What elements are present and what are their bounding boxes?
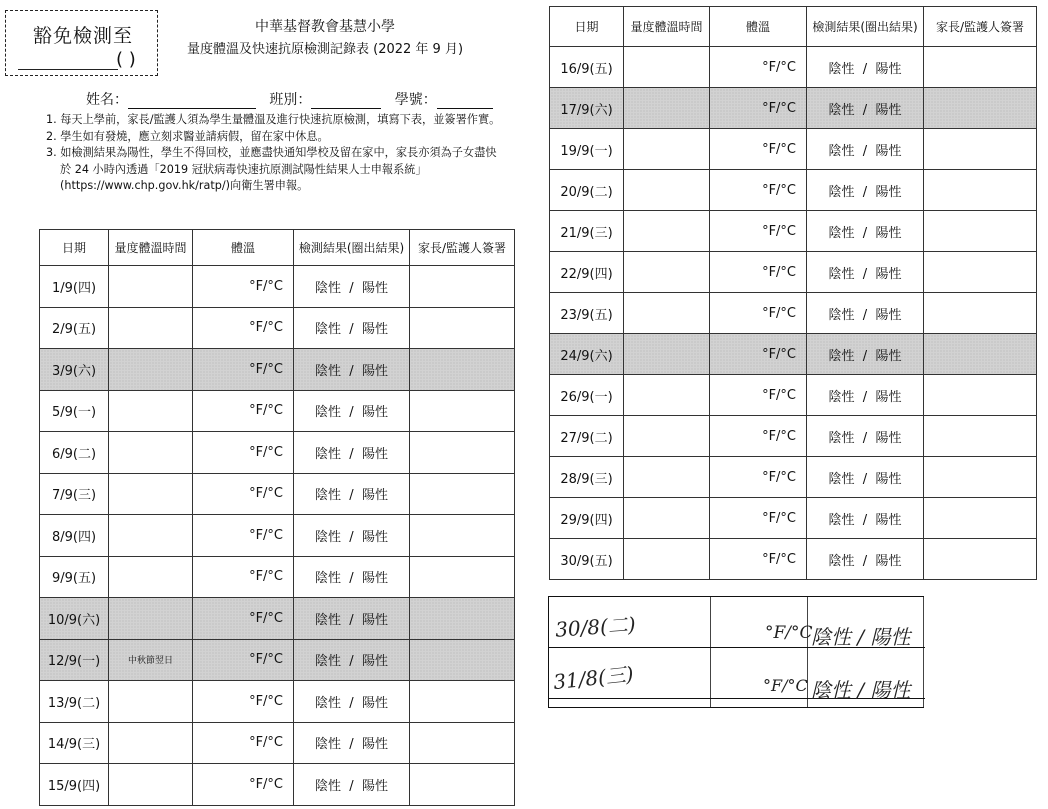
positive-option[interactable]: 陽性 — [875, 143, 902, 159]
record-row — [40, 556, 515, 598]
signature-cell[interactable] — [924, 211, 1037, 252]
temperature-cell[interactable]: °F/°C — [193, 515, 294, 557]
instruction-item: 3. 如檢測結果為陽性，學生不得回校，並應盡快通知學校及留在家中，家長亦須為子女盡快於 24 小時內透過「2019 冠狀病毒快速抗原測試陽性結果人士申報系統」(https://www.chp.gov.hk/ratp/)向衛生署申報。 — [46, 146, 497, 192]
result-separator: / — [349, 612, 354, 628]
record-row — [40, 681, 515, 723]
signature-cell[interactable] — [410, 432, 515, 474]
negative-option[interactable]: 陰性 — [315, 322, 342, 338]
negative-option[interactable]: 陰性 — [315, 405, 342, 421]
col-header-date: 日期 — [550, 7, 624, 47]
record-row — [40, 639, 515, 681]
handwritten-result: 陰性 / 陽性 — [811, 625, 911, 649]
result-separator: / — [862, 225, 868, 241]
negative-option[interactable]: 陰性 — [315, 612, 342, 628]
result-cell[interactable] — [807, 211, 924, 252]
negative-option[interactable]: 陰性 — [828, 225, 855, 241]
time-cell[interactable] — [109, 473, 193, 515]
time-cell[interactable] — [109, 266, 193, 308]
temperature-cell[interactable]: °F/°C — [193, 349, 294, 391]
temperature-cell[interactable]: °F/°C — [193, 639, 294, 681]
record-row — [40, 390, 515, 432]
temperature-cell[interactable]: °F/°C — [193, 681, 294, 723]
time-cell[interactable] — [624, 457, 710, 498]
record-row — [550, 457, 1037, 498]
record-row — [40, 515, 515, 557]
signature-cell[interactable] — [410, 639, 515, 681]
result-separator: / — [862, 184, 868, 200]
result-cell[interactable] — [807, 129, 924, 170]
record-row — [550, 498, 1037, 539]
positive-option[interactable]: 陽性 — [361, 654, 388, 670]
result-separator: / — [349, 695, 354, 711]
col-header-time: 量度體溫時間 — [624, 7, 710, 47]
negative-option[interactable]: 陰性 — [828, 553, 855, 569]
signature-cell[interactable] — [924, 129, 1037, 170]
col-header-time: 量度體溫時間 — [109, 230, 193, 266]
positive-option[interactable]: 陽性 — [875, 61, 902, 77]
negative-option[interactable]: 陰性 — [828, 102, 855, 118]
positive-option[interactable]: 陽性 — [361, 280, 388, 296]
result-separator: / — [862, 61, 868, 77]
col-header-result: 檢測結果(圈出結果) — [807, 7, 924, 47]
result-cell[interactable] — [807, 539, 924, 580]
negative-option[interactable]: 陰性 — [828, 266, 855, 282]
exemption-date-blank[interactable] — [18, 69, 118, 70]
signature-cell[interactable] — [410, 681, 515, 723]
signature-cell[interactable] — [410, 764, 515, 806]
negative-option[interactable]: 陰性 — [315, 446, 342, 462]
date-cell: 15/9(四) — [40, 764, 109, 806]
record-row — [40, 598, 515, 640]
negative-option[interactable]: 陰性 — [315, 488, 342, 504]
handwritten-row — [549, 648, 924, 702]
temperature-cell[interactable]: °F/°C — [193, 764, 294, 806]
result-separator: / — [862, 348, 868, 364]
result-separator: / — [349, 778, 354, 794]
date-cell: 9/9(五) — [40, 556, 109, 598]
record-row — [40, 473, 515, 515]
temperature-cell[interactable]: °F/°C — [193, 473, 294, 515]
signature-cell[interactable] — [924, 457, 1037, 498]
record-row — [40, 764, 515, 806]
col-header-result: 檢測結果(圈出結果) — [294, 230, 410, 266]
date-cell: 2/9(五) — [40, 307, 109, 349]
result-separator: / — [862, 430, 868, 446]
instruction-item: 2. 學生如有發燒，應立刻求醫並請病假，留在家中休息。 — [46, 129, 329, 143]
temperature-cell[interactable]: °F/°C — [193, 307, 294, 349]
date-cell: 27/9(二) — [550, 416, 624, 457]
temperature-cell[interactable]: °F/°C — [193, 390, 294, 432]
handwritten-unit: °F/°C — [763, 676, 808, 695]
result-separator: / — [349, 737, 354, 753]
date-cell: 5/9(一) — [40, 390, 109, 432]
temperature-cell[interactable]: °F/°C — [710, 498, 807, 539]
positive-option[interactable]: 陽性 — [361, 322, 388, 338]
date-cell: 21/9(三) — [550, 211, 624, 252]
signature-cell[interactable] — [410, 598, 515, 640]
result-cell[interactable] — [294, 390, 410, 432]
signature-cell[interactable] — [924, 334, 1037, 375]
date-cell: 29/9(四) — [550, 498, 624, 539]
instruction-item: 1. 每天上學前，家長/監護人須為學生量體溫及進行快速抗原檢測，填寫下表，並簽署作實。 — [46, 113, 501, 126]
record-row — [550, 375, 1037, 416]
handwritten-unit: °F/°C — [765, 623, 813, 643]
result-separator: / — [862, 471, 868, 487]
negative-option[interactable]: 陰性 — [828, 143, 855, 159]
positive-option[interactable]: 陽性 — [361, 488, 388, 504]
class-label: 班別： — [269, 92, 312, 108]
signature-cell[interactable] — [410, 515, 515, 557]
date-cell: 22/9(四) — [550, 252, 624, 293]
negative-option[interactable]: 陰性 — [315, 695, 342, 711]
negative-option[interactable]: 陰性 — [828, 471, 855, 487]
result-separator: / — [349, 363, 354, 379]
time-cell[interactable]: 中秋節翌日 — [109, 639, 193, 681]
signature-cell[interactable] — [924, 416, 1037, 457]
result-cell[interactable] — [807, 47, 924, 88]
time-cell[interactable] — [109, 432, 193, 474]
temperature-cell[interactable]: °F/°C — [710, 252, 807, 293]
negative-option[interactable]: 陰性 — [828, 430, 855, 446]
record-row — [550, 211, 1037, 252]
time-cell[interactable] — [624, 334, 710, 375]
date-cell: 24/9(六) — [550, 334, 624, 375]
positive-option[interactable]: 陽性 — [361, 446, 388, 462]
time-cell[interactable] — [109, 556, 193, 598]
temperature-cell[interactable]: °F/°C — [710, 129, 807, 170]
record-table-left — [39, 229, 515, 806]
result-cell[interactable] — [294, 598, 410, 640]
negative-option[interactable]: 陰性 — [315, 280, 342, 296]
result-cell[interactable] — [294, 432, 410, 474]
time-cell[interactable] — [109, 764, 193, 806]
result-cell[interactable] — [294, 681, 410, 723]
result-separator: / — [349, 405, 354, 421]
negative-option[interactable]: 陰性 — [828, 307, 855, 323]
result-cell[interactable] — [807, 170, 924, 211]
signature-cell[interactable] — [924, 498, 1037, 539]
signature-cell[interactable] — [410, 266, 515, 308]
time-cell[interactable] — [109, 722, 193, 764]
record-row — [550, 334, 1037, 375]
col-header-signature: 家長/監護人簽署 — [410, 230, 515, 266]
positive-option[interactable]: 陽性 — [361, 529, 388, 545]
record-row — [550, 293, 1037, 334]
record-row — [550, 47, 1037, 88]
instructions-list — [46, 112, 504, 195]
time-cell[interactable] — [109, 349, 193, 391]
result-cell[interactable] — [807, 457, 924, 498]
time-cell[interactable] — [624, 47, 710, 88]
positive-option[interactable]: 陽性 — [875, 266, 902, 282]
time-cell[interactable] — [624, 129, 710, 170]
positive-option[interactable]: 陽性 — [875, 430, 902, 446]
date-cell: 23/9(五) — [550, 293, 624, 334]
record-row — [550, 88, 1037, 129]
positive-option[interactable]: 陽性 — [361, 778, 388, 794]
name-field[interactable] — [128, 94, 256, 109]
col-header-temp: 體溫 — [193, 230, 294, 266]
positive-option[interactable]: 陽性 — [361, 737, 388, 753]
time-cell[interactable] — [624, 170, 710, 211]
signature-cell[interactable] — [410, 390, 515, 432]
record-row — [550, 170, 1037, 211]
result-separator: / — [349, 654, 354, 670]
form-title: 量度體溫及快速抗原檢測記錄表 (2022 年 9 月) — [186, 42, 464, 57]
result-cell[interactable] — [294, 349, 410, 391]
student-number-field[interactable] — [437, 94, 493, 109]
time-cell[interactable] — [109, 681, 193, 723]
positive-option[interactable]: 陽性 — [875, 471, 902, 487]
positive-option[interactable]: 陽性 — [361, 695, 388, 711]
time-cell[interactable] — [624, 88, 710, 129]
temperature-cell[interactable]: °F/°C — [710, 375, 807, 416]
result-cell[interactable] — [807, 334, 924, 375]
negative-option[interactable]: 陰性 — [828, 184, 855, 200]
handwritten-result: 陰性 / 陽性 — [811, 678, 911, 702]
date-cell: 8/9(四) — [40, 515, 109, 557]
negative-option[interactable]: 陰性 — [315, 737, 342, 753]
col-header-date: 日期 — [40, 230, 109, 266]
positive-option[interactable]: 陽性 — [875, 102, 902, 118]
temperature-cell[interactable]: °F/°C — [710, 416, 807, 457]
signature-cell[interactable] — [410, 722, 515, 764]
result-separator: / — [349, 529, 354, 545]
record-row — [40, 349, 515, 391]
signature-cell[interactable] — [410, 307, 515, 349]
name-label: 姓名： — [86, 92, 128, 108]
date-cell: 20/9(二) — [550, 170, 624, 211]
record-row — [550, 539, 1037, 580]
student-info-line — [86, 89, 493, 109]
positive-option[interactable]: 陽性 — [361, 363, 388, 379]
result-separator: / — [349, 322, 354, 338]
time-cell[interactable] — [624, 252, 710, 293]
result-separator: / — [862, 102, 868, 118]
result-separator: / — [862, 553, 868, 569]
temperature-cell[interactable]: °F/°C — [710, 211, 807, 252]
date-cell: 14/9(三) — [40, 722, 109, 764]
result-cell[interactable] — [294, 515, 410, 557]
date-cell: 1/9(四) — [40, 266, 109, 308]
negative-option[interactable]: 陰性 — [315, 529, 342, 545]
result-cell[interactable] — [807, 416, 924, 457]
signature-cell[interactable] — [924, 375, 1037, 416]
time-cell[interactable] — [624, 539, 710, 580]
result-separator: / — [862, 389, 868, 405]
exemption-box — [5, 10, 158, 76]
class-field[interactable] — [311, 94, 381, 109]
date-cell: 17/9(六) — [550, 88, 624, 129]
negative-option[interactable]: 陰性 — [828, 348, 855, 364]
result-cell[interactable] — [807, 498, 924, 539]
time-cell[interactable] — [624, 211, 710, 252]
result-cell[interactable] — [294, 722, 410, 764]
record-row — [550, 416, 1037, 457]
signature-cell[interactable] — [410, 556, 515, 598]
result-separator: / — [862, 512, 868, 528]
date-cell: 12/9(一) — [40, 639, 109, 681]
temperature-cell[interactable]: °F/°C — [193, 266, 294, 308]
temperature-cell[interactable]: °F/°C — [710, 293, 807, 334]
temperature-cell[interactable]: °F/°C — [193, 722, 294, 764]
positive-option[interactable]: 陽性 — [361, 571, 388, 587]
result-separator: / — [349, 488, 354, 504]
result-cell[interactable] — [807, 375, 924, 416]
record-row — [40, 307, 515, 349]
time-cell[interactable] — [624, 416, 710, 457]
col-header-signature: 家長/監護人簽署 — [924, 7, 1037, 47]
positive-option[interactable]: 陽性 — [875, 225, 902, 241]
record-row — [40, 722, 515, 764]
positive-option[interactable]: 陽性 — [875, 389, 902, 405]
handwritten-extension — [548, 596, 924, 708]
temperature-cell[interactable]: °F/°C — [710, 88, 807, 129]
record-table-right — [549, 6, 1037, 580]
result-cell[interactable] — [294, 764, 410, 806]
date-cell: 30/9(五) — [550, 539, 624, 580]
time-cell[interactable] — [109, 515, 193, 557]
date-cell: 28/9(三) — [550, 457, 624, 498]
temperature-cell[interactable]: °F/°C — [710, 170, 807, 211]
negative-option[interactable]: 陰性 — [315, 654, 342, 670]
date-cell: 16/9(五) — [550, 47, 624, 88]
date-cell: 7/9(三) — [40, 473, 109, 515]
record-row — [40, 432, 515, 474]
temperature-cell[interactable]: °F/°C — [193, 598, 294, 640]
result-separator: / — [349, 571, 354, 587]
positive-option[interactable]: 陽性 — [875, 553, 902, 569]
negative-option[interactable]: 陰性 — [315, 778, 342, 794]
positive-option[interactable]: 陽性 — [875, 184, 902, 200]
date-cell: 26/9(一) — [550, 375, 624, 416]
date-cell: 13/9(二) — [40, 681, 109, 723]
date-cell: 19/9(一) — [550, 129, 624, 170]
date-cell: 10/9(六) — [40, 598, 109, 640]
negative-option[interactable]: 陰性 — [828, 389, 855, 405]
exemption-title: 豁免檢測至 — [33, 25, 134, 47]
signature-cell[interactable] — [924, 252, 1037, 293]
negative-option[interactable]: 陰性 — [315, 363, 342, 379]
date-cell: 6/9(二) — [40, 432, 109, 474]
result-cell[interactable] — [807, 252, 924, 293]
signature-cell[interactable] — [924, 170, 1037, 211]
negative-option[interactable]: 陰性 — [828, 61, 855, 77]
record-row — [40, 266, 515, 308]
signature-cell[interactable] — [410, 473, 515, 515]
result-separator: / — [349, 280, 354, 296]
col-header-temp: 體溫 — [710, 7, 807, 47]
result-separator: / — [862, 307, 868, 323]
result-cell[interactable] — [807, 88, 924, 129]
temperature-cell[interactable]: °F/°C — [193, 556, 294, 598]
positive-option[interactable]: 陽性 — [875, 348, 902, 364]
positive-option[interactable]: 陽性 — [361, 405, 388, 421]
result-cell[interactable] — [294, 307, 410, 349]
record-row — [550, 252, 1037, 293]
record-row — [550, 129, 1037, 170]
signature-cell[interactable] — [924, 539, 1037, 580]
result-cell[interactable] — [294, 473, 410, 515]
time-cell[interactable] — [624, 375, 710, 416]
signature-cell[interactable] — [924, 88, 1037, 129]
time-cell[interactable] — [109, 390, 193, 432]
temperature-cell[interactable]: °F/°C — [710, 539, 807, 580]
result-cell[interactable] — [294, 639, 410, 681]
school-name: 中華基督教會基慧小學 — [255, 19, 395, 35]
time-cell[interactable] — [109, 598, 193, 640]
result-separator: / — [862, 266, 868, 282]
result-separator: / — [349, 446, 354, 462]
handwritten-row — [549, 597, 924, 648]
student-number-label: 學號： — [394, 92, 437, 108]
positive-option[interactable]: 陽性 — [361, 612, 388, 628]
temperature-cell[interactable]: °F/°C — [710, 457, 807, 498]
signature-cell[interactable] — [410, 349, 515, 391]
temperature-cell[interactable]: °F/°C — [193, 432, 294, 474]
time-cell[interactable] — [624, 293, 710, 334]
result-cell[interactable] — [294, 556, 410, 598]
negative-option[interactable]: 陰性 — [828, 512, 855, 528]
result-cell[interactable] — [294, 266, 410, 308]
time-cell[interactable] — [624, 498, 710, 539]
result-cell[interactable] — [807, 293, 924, 334]
exemption-parenthesis: ( ) — [116, 49, 136, 70]
temperature-cell[interactable]: °F/°C — [710, 334, 807, 375]
handwritten-date: 31/8(三) — [552, 661, 635, 695]
signature-cell[interactable] — [924, 47, 1037, 88]
positive-option[interactable]: 陽性 — [875, 512, 902, 528]
positive-option[interactable]: 陽性 — [875, 307, 902, 323]
result-separator: / — [862, 143, 868, 159]
negative-option[interactable]: 陰性 — [315, 571, 342, 587]
temperature-cell[interactable]: °F/°C — [710, 47, 807, 88]
time-cell[interactable] — [109, 307, 193, 349]
handwritten-date: 30/8(二) — [554, 612, 637, 642]
signature-cell[interactable] — [924, 293, 1037, 334]
date-cell: 3/9(六) — [40, 349, 109, 391]
